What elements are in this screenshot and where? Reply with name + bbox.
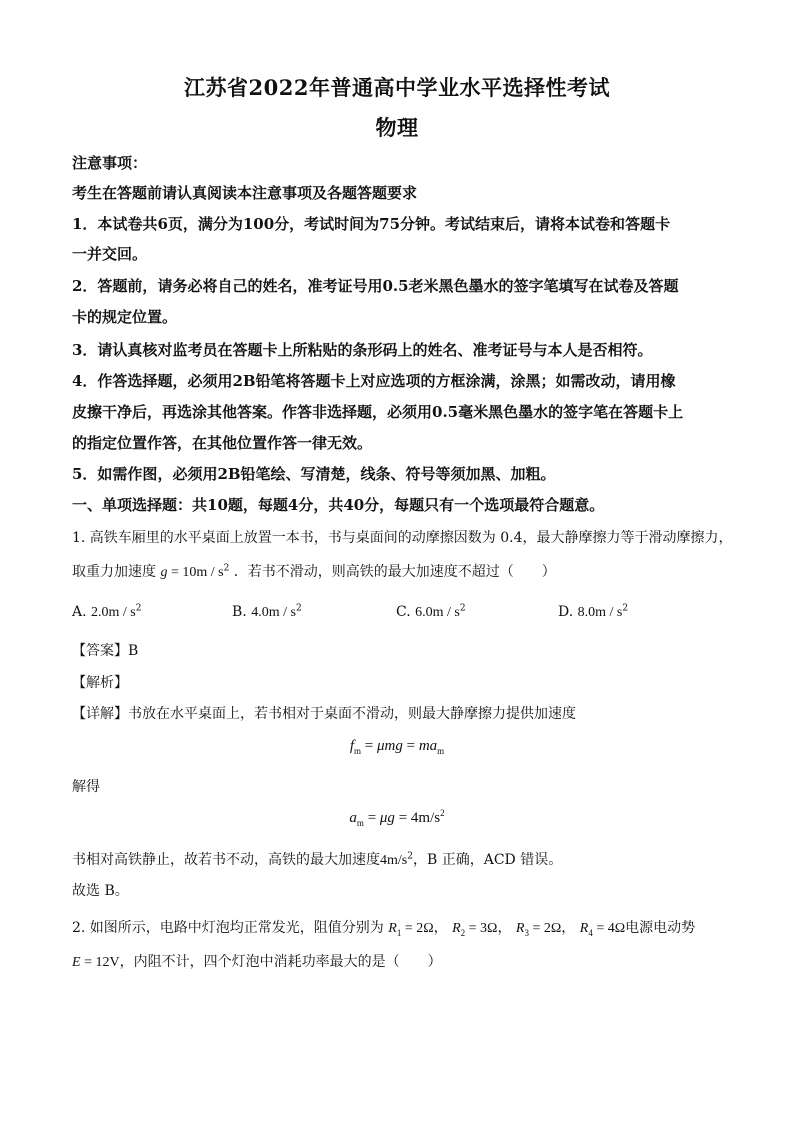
- q1-option-b[interactable]: [232, 604, 302, 621]
- option-label: A.: [72, 604, 87, 620]
- q2-stem-post: 电源电动势: [625, 920, 696, 936]
- notice-item-2-line-2: 卡的规定位置。: [72, 308, 178, 326]
- formula-sub: m: [356, 818, 364, 828]
- notice-item-4-line-1: 4．作答选择题，必须用2B铅笔将答题卡上对应选项的方框涂满，涂黑；如需改动，请用橡: [72, 372, 676, 390]
- q2-stem-line-1: [72, 917, 695, 937]
- q1-option-c[interactable]: [396, 604, 466, 621]
- q2-sep: ，: [433, 920, 448, 936]
- detail-tag: 【详解】: [72, 706, 128, 722]
- q1-analysis-tag: 【解析】: [72, 675, 128, 691]
- q1-formula-1: [0, 738, 794, 755]
- q2-r4-value: = 4Ω: [592, 921, 626, 936]
- q2-r1-sub: 1: [396, 927, 402, 938]
- option-label: C.: [396, 604, 411, 620]
- formula-sub: m: [437, 746, 445, 756]
- section-1-heading: 一、单项选择题：共10题，每题4分，共40分，每题只有一个选项最符合题意。: [72, 496, 605, 514]
- q1-conclusion: [72, 849, 562, 869]
- q1-solve-label: 解得: [72, 779, 100, 795]
- q2-stem-pre: 2. 如图所示，电路中灯泡均正常发光，阻值分别为: [72, 920, 384, 936]
- option-value: 4.0m / s: [251, 605, 296, 620]
- option-value: 2.0m / s: [91, 605, 136, 620]
- answer-value: B: [128, 643, 139, 659]
- q2-r2-sub: 2: [460, 927, 466, 938]
- exam-title: 江苏省2022年普通高中学业水平选择性考试: [184, 75, 610, 100]
- q2-r3-value: = 2Ω: [528, 921, 562, 936]
- conclusion-post: ，B 正确，ACD 错误。: [412, 852, 563, 868]
- q2-r4-sub: 4: [588, 927, 593, 938]
- notice-item-5: 5．如需作图，必须用2B铅笔绘、写清楚，线条、符号等须加黑、加粗。: [72, 465, 556, 483]
- q1-g-symbol: g: [160, 565, 168, 580]
- detail-text: 书放在水平桌面上，若书相对于桌面不滑动，则最大静摩擦力提供加速度: [128, 706, 576, 722]
- notice-item-3: 3．请认真核对监考员在答题卡上所粘贴的条形码上的姓名、准考证号与本人是否相符。: [72, 341, 653, 359]
- option-label: D.: [558, 604, 574, 620]
- q1-formula-2: [0, 810, 794, 827]
- conclusion-value: 4m/s: [380, 853, 408, 868]
- option-exponent: 2: [622, 603, 629, 614]
- q2-e-symbol: E: [72, 955, 81, 970]
- formula-ma: ma: [418, 738, 438, 754]
- formula-eq: =: [402, 738, 419, 754]
- q1-option-d[interactable]: [558, 604, 628, 621]
- notice-heading: 注意事项：: [72, 154, 148, 172]
- q1-detail: [72, 703, 576, 723]
- option-value: 6.0m / s: [415, 605, 460, 620]
- q1-option-a[interactable]: [72, 604, 141, 621]
- q2-sep: ，: [497, 920, 512, 936]
- formula-rhs: = 4m/s: [394, 810, 441, 826]
- formula-mu-g: μg: [379, 810, 395, 826]
- q2-e-value: = 12V: [80, 955, 120, 970]
- formula-sub: m: [353, 746, 361, 756]
- formula-a: a: [349, 810, 357, 826]
- option-label: B.: [232, 604, 247, 620]
- formula-eq: =: [363, 810, 380, 826]
- answer-tag: 【答案】: [72, 643, 128, 659]
- conclusion-exponent: 2: [407, 851, 413, 862]
- conclusion-pre: 书相对高铁静止，故若书不动，高铁的最大加速度: [72, 852, 380, 868]
- q1-g-exponent: 2: [223, 563, 230, 574]
- notice-item-1-line-1: 1．本试卷共6页，满分为100分，考试时间为75分钟。考试结束后，请将本试卷和答题卡: [72, 215, 671, 233]
- q2-stem-line-2: [72, 951, 442, 971]
- formula-mu-mg: μmg: [376, 738, 403, 754]
- q2-stem-line-2-text: ，内阻不计，四个灯泡中消耗功率最大的是（ ）: [119, 954, 442, 970]
- q2-r4-symbol: R: [579, 921, 589, 936]
- notice-item-4-line-2: 皮擦干净后，再选涂其他答案。作答非选择题，必须用0.5毫米黑色墨水的签字笔在答题卡上: [72, 403, 684, 421]
- q2-r1-symbol: R: [388, 921, 397, 936]
- q2-r2-value: = 3Ω: [465, 921, 498, 936]
- q1-g-value: = 10m / s: [167, 565, 224, 580]
- q1-stem-line-1: 1. 高铁车厢里的水平桌面上放置一本书，书与桌面间的动摩擦因数为 0.4，最大静摩擦力等于滑动摩擦力，: [72, 530, 733, 546]
- q1-stem-line-2: [72, 561, 556, 581]
- q1-answer: [72, 640, 138, 660]
- q2-r2-symbol: R: [452, 921, 461, 936]
- q2-r1-value: = 2Ω: [401, 921, 434, 936]
- notice-intro: 考生在答题前请认真阅读本注意事项及各题答题要求: [72, 184, 418, 202]
- q1-choose: 故选 B。: [72, 883, 129, 899]
- subject-title: 物理: [375, 115, 419, 140]
- notice-item-1-line-2: 一并交回。: [72, 245, 148, 263]
- option-exponent: 2: [459, 603, 466, 614]
- q2-r3-symbol: R: [515, 921, 525, 936]
- option-value: 8.0m / s: [577, 605, 623, 620]
- q2-r3-sub: 3: [524, 927, 529, 938]
- q2-sep: ，: [561, 920, 576, 936]
- formula-exponent: 2: [440, 808, 445, 818]
- notice-item-2-line-1: 2．答题前，请务必将自己的姓名，准考证号用0.5老米黑色墨水的签字笔填写在试卷及答题: [72, 277, 679, 295]
- formula-f: f: [349, 738, 354, 754]
- q1-stem-pre: 取重力加速度: [72, 564, 156, 580]
- notice-item-4-line-3: 的指定位置作答，在其他位置作答一律无效。: [72, 434, 373, 452]
- option-exponent: 2: [295, 603, 302, 614]
- formula-eq: =: [361, 738, 377, 754]
- q1-stem-post: ．若书不滑动，则高铁的最大加速度不超过（ ）: [233, 564, 556, 580]
- option-exponent: 2: [135, 603, 142, 614]
